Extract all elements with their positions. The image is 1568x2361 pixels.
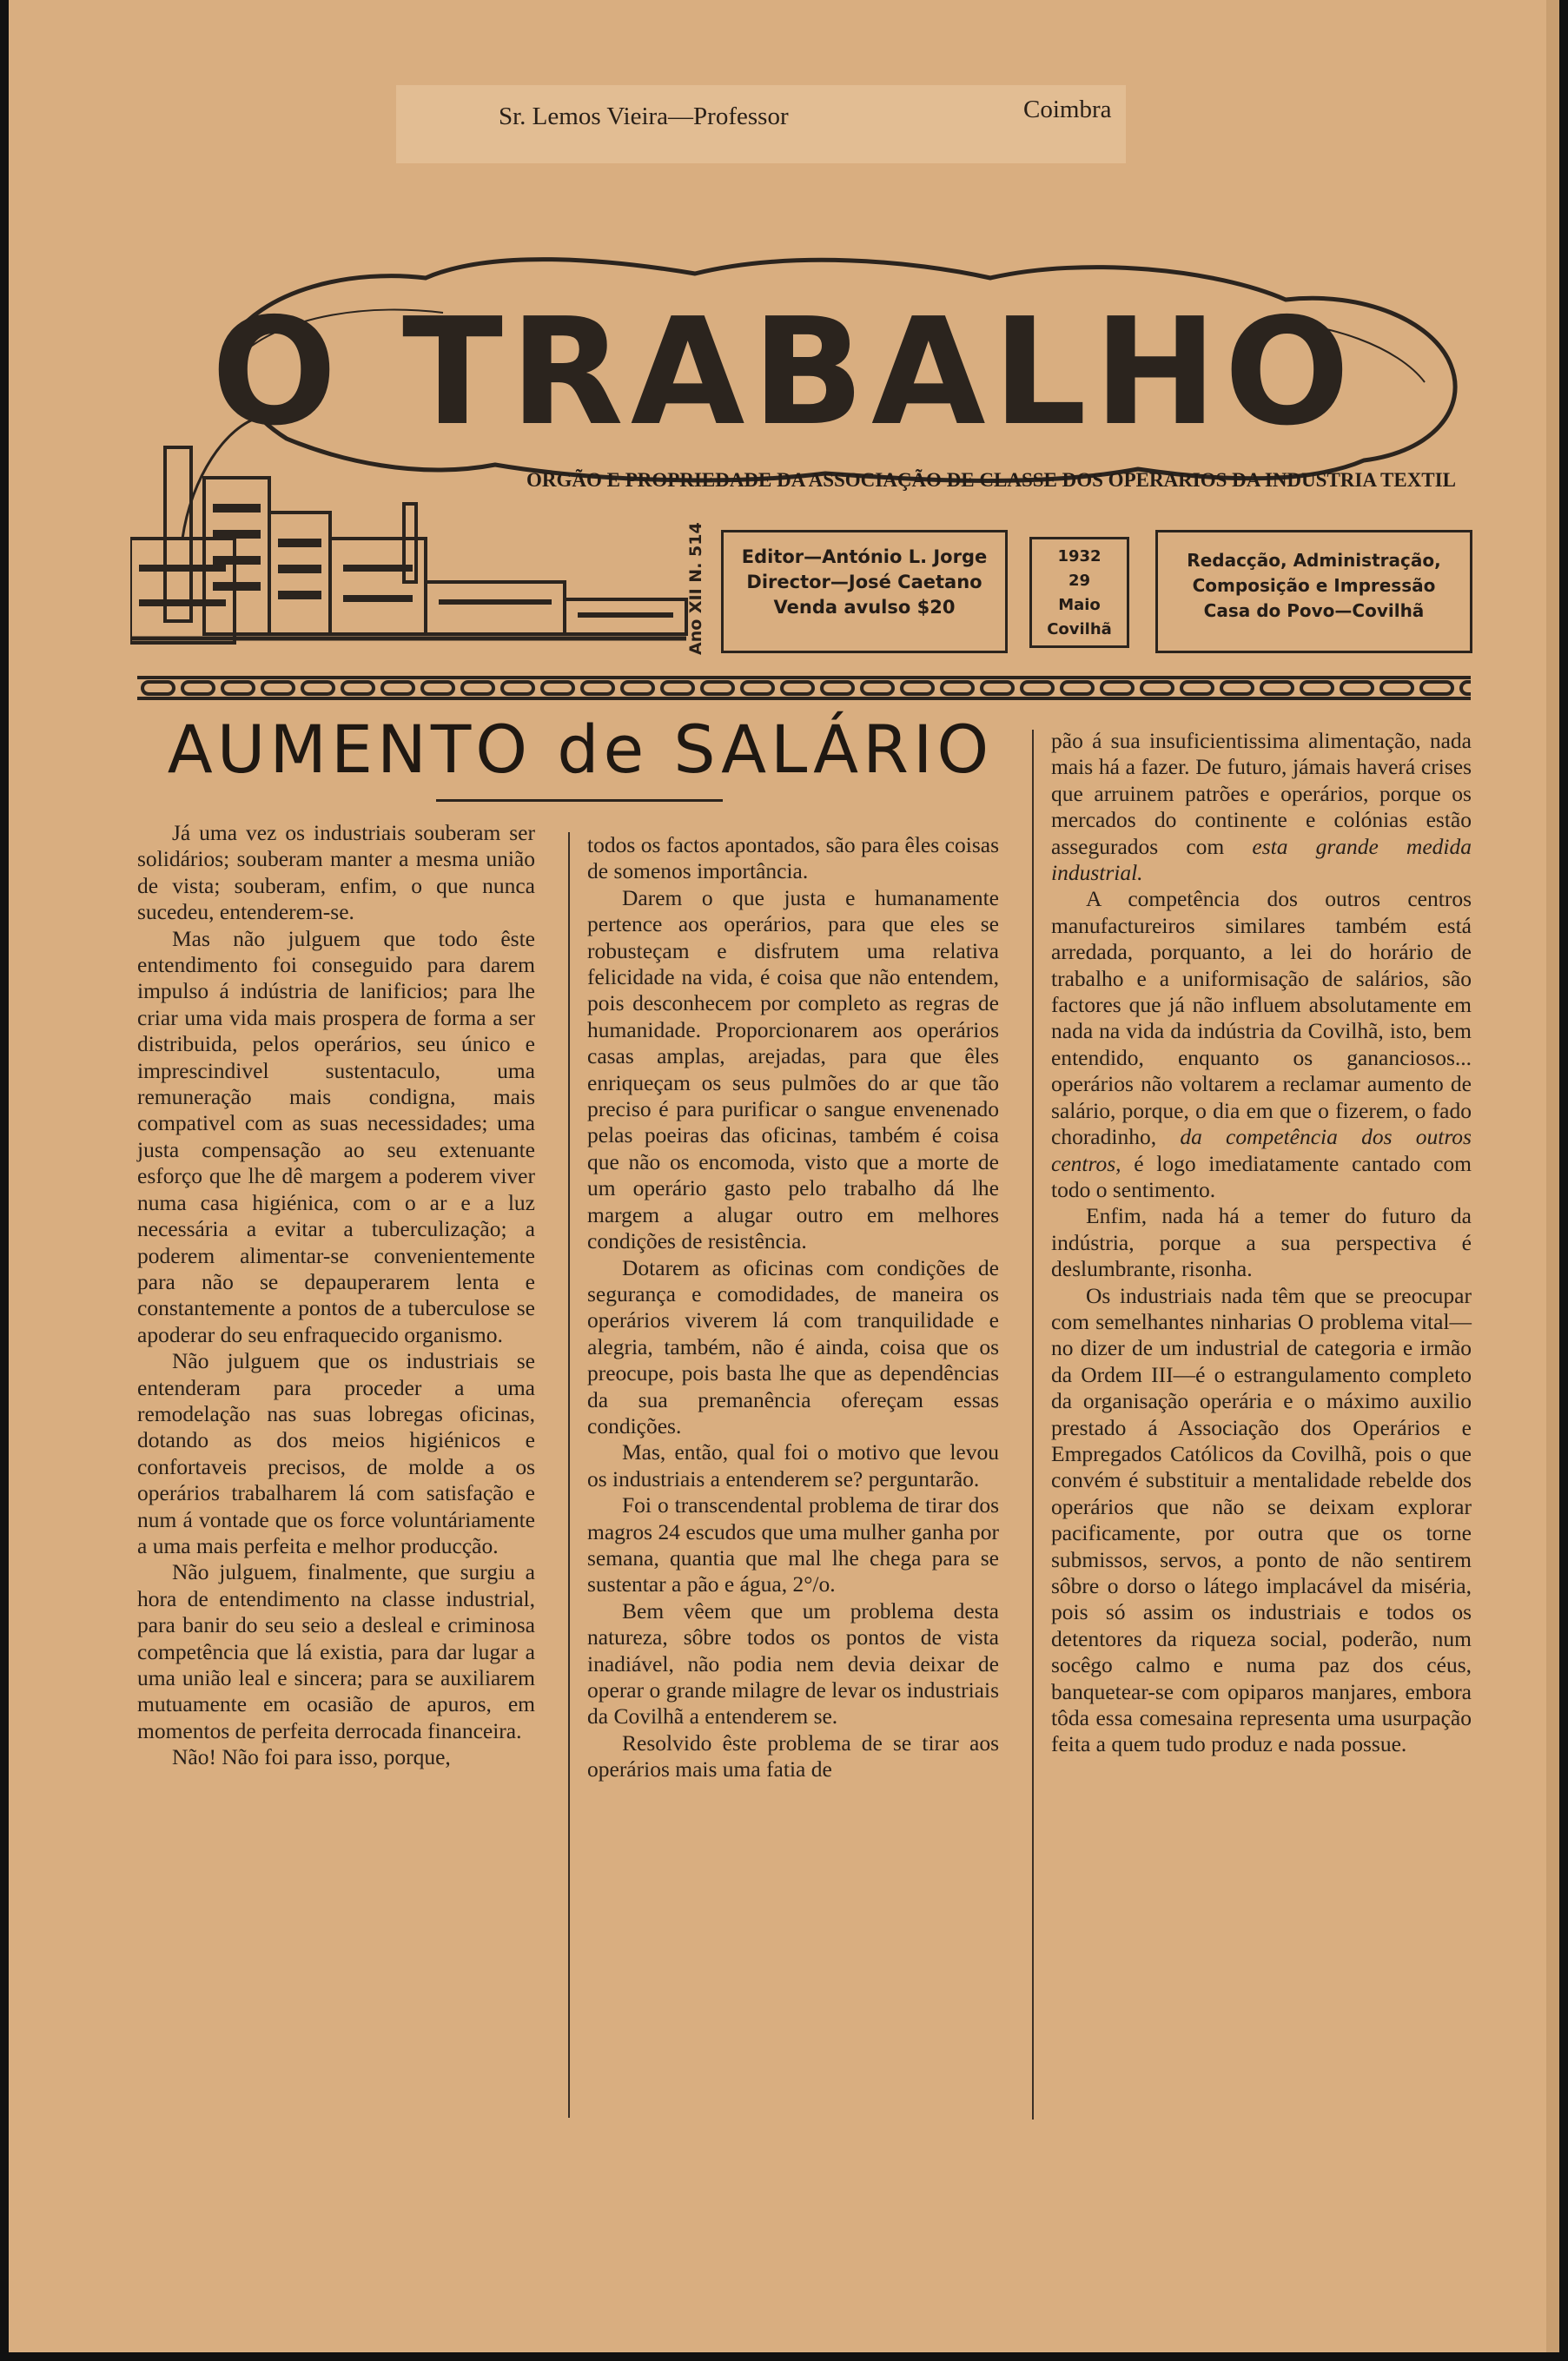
date-place: Covilhã [1047,620,1112,638]
column-2-paragraph: Resolvido êste problema de se tirar aos operários mais uma fatia de [587,1729,999,1782]
date-box [1029,537,1129,648]
chain-link [1461,682,1471,694]
chain-link [262,682,294,694]
chain-link [542,682,573,694]
column-2-paragraph: Darem o que justa e humanamente pertence aos operários, para que eles se robusteçam e disfrutem uma relativa felicidade na vida, é coisa que não entendem, pois desconhecem por completo as regras de humanidade. Proporcionarem aos operários casas amplas, arejadas, para que êles enriqueçam os seus pulmões do ar que tão preciso é para purificar o sangue envenenado pelas poeiras das oficinas, também é coisa que não os encomoda, visto que a morte de um operário gasto pelo trabalho dá lhe margem a alugar outro em melhores condições de resistência. [587,884,999,1254]
chain-link [502,682,533,694]
chain-link [982,682,1013,694]
chain-link [342,682,374,694]
chain-border [137,674,1471,702]
column-3-text: A competência dos outros centros manufactureiros similares também está arredada, porquanto, a lei do horário de trabalho e a uniformisação de salários, são factores que já não influem absolutamente em nada na vida da indústria da Covilhã, isto, bem entendido, enquanto os gananciosos... operários não voltarem a reclamar aumento de salário, porque, o dia em que o fizerem, o fado choradinho, [1051,886,1472,1150]
addressee-name: Sr. Lemos Vieira—Professor [499,103,789,130]
column-1-paragraph: Mas não julguem que todo êste entendimento foi conseguido para darem impulso á indústria de lanificios; para lhe criar uma vida mais prospera de forma a ser distribuida, pelos operários, seu único e imprescindivel sustentaculo, uma remuneração mais condigna, mais compativel com as suas necessidades; uma justa compensação ao seu extenuante esforço que lhe dê margem a poderem viver numa casa higiénica, com o ar e a luz necessária a evitar a tuberculização; a poderem alimentar-se convenientemente para não se depauperarem lenta e constantemente a pontos de a tuberculose se apoderar do seu enfraquecido organismo. [137,925,535,1347]
column-3-emphasis: esta grande medida industrial. [1051,833,1472,886]
column-3-text: pão á sua insuficientissima alimentação, nada mais há a fazer. De futuro, jámais haverá crises que arruinem patrões e operários, porque os mercados do continente e colónias estão assegurados com [1051,728,1472,859]
column-2-paragraph: Mas, então, qual foi o motivo que levou os industriais a entenderem se? perguntarão. [587,1439,999,1491]
chain-link [662,682,693,694]
chain-link [1421,682,1452,694]
chain-link [1301,682,1333,694]
chain-link [622,682,653,694]
column-3-paragraph: Os industriais nada têm que se preocupar com semelhantes ninharias O problema vital—no dizer de um industrial de categoria e irmão da Ordem III—é o estrangulamento completo da organisação operária e o máximo auxilio prestado á Associação dos Operários e Empregados Católicos da Covilhã, pois o que convém é substituir a mentalidade rebelde dos operários que não se deixam explorar pacificamente, por outra que os torne submissos, servos, a ponto de não sentirem sôbre o dorso o látego implacável da miséria, pois só assim os industriais e todos os detentores da riqueza social, poderão, num socêgo calmo e numa paz dos céus, banquetear-se com opiparos manjares, embora tôda essa comesaina representa uma usurpação feita a quem tudo produz e nada possue. [1051,1282,1472,1757]
chain-link [742,682,773,694]
chain-link [782,682,813,694]
admin-line-2: Composição e Impressão [1192,575,1436,596]
chain-link [1141,682,1173,694]
headline-rule [436,799,723,802]
column-divider-2 [1032,730,1034,2120]
volume-text: Ano XII N. 514 [686,522,705,655]
chain-link [822,682,853,694]
article-column-2 [587,832,999,1783]
chain-link [1022,682,1053,694]
chain-link [422,682,453,694]
addressee-city: Coimbra [1023,96,1112,123]
column-2-paragraph: Dotarem as oficinas com condições de segurança e comodidades, de maneira os operários viverem lá com tranquilidade e alegria, também, não é ainda, coisa que os preocupe, pois basta lhe que as dependências da sua premanência ofereçam essas condições. [587,1254,999,1438]
chain-link [862,682,893,694]
chain-link [1181,682,1213,694]
article-column-1 [137,820,535,1771]
article-column-3 [1051,728,1472,1758]
newspaper-title: O TRABALHO [211,287,1357,459]
chain-link [1062,682,1093,694]
column-2-paragraph: todos os factos apontados, são para êles coisas de somenos importância. [587,832,999,884]
column-1-paragraph: Não julguem, finalmente, que surgiu a hora de entendimento na classe industrial, para banir do seu seio a desleal e criminosa competência que lá existia, para dar lugar a uma união leal e sincera; para se auxiliarem mutuamente em ocasião de apuros, em momentos de perfeita derrocada financeira. [137,1559,535,1743]
chain-link [222,682,254,694]
column-3-paragraph [1051,728,1472,886]
chain-link [302,682,334,694]
editor-line: Editor—António L. Jorge [741,546,988,567]
price-line: Venda avulso $20 [773,597,956,618]
admin-line-1: Redacção, Administração, [1187,550,1441,571]
column-3-text: é logo imediatamente cantado com todo o sentimento. [1051,1150,1472,1202]
chain-link [182,682,214,694]
column-divider-1 [568,832,570,2118]
date-year: 1932 [1057,547,1102,565]
newspaper-subtitle: ORGÃO E PROPRIEDADE DA ASSOCIAÇÃO DE CLASSE DOS OPERARIOS DA INDUSTRIA TEXTIL [526,469,1456,491]
editor-box [721,530,1008,653]
chain-link [582,682,613,694]
volume-number [676,522,711,658]
chain-link [142,682,174,694]
column-2-paragraph: Foi o transcendental problema de tirar dos magros 24 escudos que uma mulher ganha por semana, quantia que mal lhe chega para se sustentar a pão e água, 2°/o. [587,1492,999,1597]
address-label [396,85,1126,163]
chain-link [1102,682,1133,694]
admin-line-3: Casa do Povo—Covilhã [1203,600,1425,621]
chain-link [382,682,414,694]
column-2-paragraph: Bem vêem que um problema desta natureza, sôbre todos os pontos de vista inadiável, não podia nem devia deixar de operar o grande milagre de levar os industriais da Covilhã a entenderem se. [587,1597,999,1729]
date-month: Maio [1058,596,1101,614]
chain-link [1221,682,1253,694]
newspaper-page [9,0,1559,2352]
administration-box [1155,530,1472,653]
chain-link [462,682,493,694]
column-3-paragraph [1051,886,1472,1203]
column-3-paragraph: Enfim, nada há a temer do futuro da indústria, porque a sua perspectiva é deslumbrante, risonha. [1051,1203,1472,1282]
chain-link [942,682,973,694]
chain-link [902,682,933,694]
column-1-paragraph: Não! Não foi para isso, porque, [172,1744,451,1770]
director-line: Director—José Caetano [746,572,982,592]
date-day: 29 [1068,572,1091,590]
column-1-paragraph: Não julguem que os industriais se entenderam para proceder a uma remodelação nas suas lobregas oficinas, dotando as dos meios higiénicos e confortaveis precisos, de molde a os operários trabalharem lá com satisfação e num á vontade que os force voluntáriamente a uma mais perfeita e melhor producção. [137,1348,535,1558]
chain-link [1381,682,1413,694]
column-1-paragraph: Já uma vez os industriais souberam ser solidários; souberam manter a mesma união de vista; souberam, enfim, o que nunca sucedeu, entenderem-se. [137,820,535,925]
chain-link [702,682,733,694]
chain-link [1341,682,1373,694]
chain-link [1261,682,1293,694]
article-headline: AUMENTO de SALÁRIO [167,711,994,788]
column-3-emphasis: da competência dos outros centros, [1051,1124,1472,1176]
